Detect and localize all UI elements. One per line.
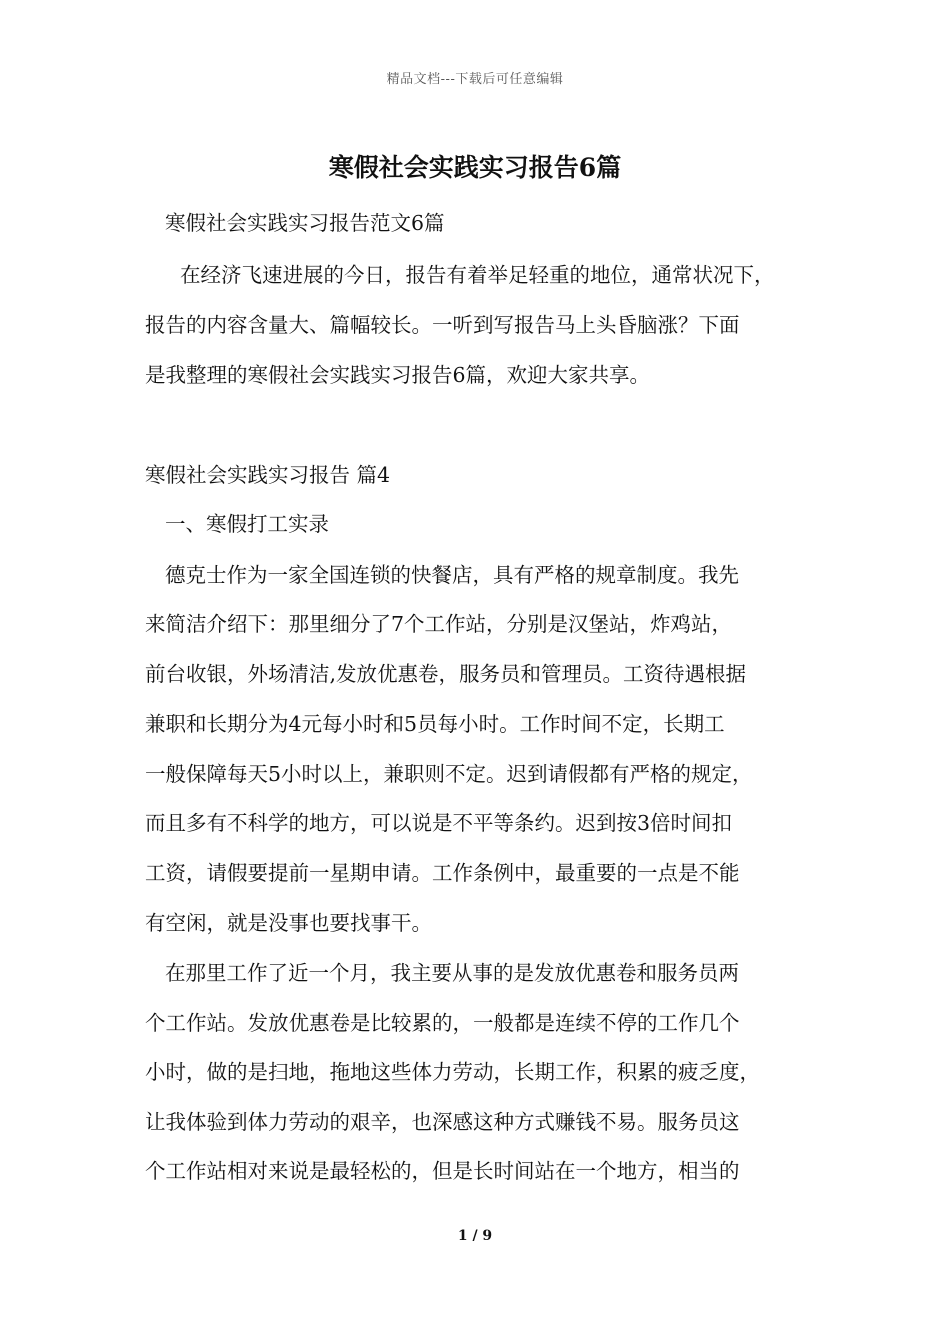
paragraph-line: 有空闲，就是没事也要找事干。 bbox=[145, 911, 432, 935]
document-title: 寒假社会实践实习报告6篇 bbox=[328, 153, 622, 182]
page-number: 1 / 9 bbox=[457, 1228, 493, 1244]
paragraph-line: 德克士作为一家全国连锁的快餐店，具有严格的规章制度。我先 bbox=[165, 563, 739, 587]
subsection-heading: 一、寒假打工实录 bbox=[165, 512, 329, 536]
intro-line: 是我整理的寒假社会实践实习报告6篇，欢迎大家共享。 bbox=[145, 363, 651, 387]
intro-line: 报告的内容含量大、篇幅较长。一听到写报告马上头昏脑涨？下面 bbox=[145, 313, 740, 337]
section-heading: 寒假社会实践实习报告 篇4 bbox=[145, 463, 391, 487]
header-note: 精品文档---下载后可任意编辑 bbox=[386, 72, 564, 87]
paragraph-line: 而且多有不科学的地方，可以说是不平等条约。迟到按3倍时间扣 bbox=[145, 811, 733, 835]
paragraph-line: 工资，请假要提前一星期申请。工作条例中，最重要的一点是不能 bbox=[145, 861, 740, 885]
paragraph-line: 小时，做的是扫地，拖地这些体力劳动，长期工作，积累的疲乏度， bbox=[145, 1060, 760, 1084]
paragraph-line: 来简洁介绍下：那里细分了7个工作站，分别是汉堡站，炸鸡站， bbox=[145, 612, 733, 636]
paragraph-line: 让我体验到体力劳动的艰辛，也深感这种方式赚钱不易。服务员这 bbox=[145, 1110, 740, 1134]
intro-line: 在经济飞速进展的今日，报告有着举足轻重的地位，通常状况下， bbox=[180, 263, 775, 287]
paragraph-line: 在那里工作了近一个月，我主要从事的是发放优惠卷和服务员两 bbox=[165, 961, 739, 985]
document-subtitle: 寒假社会实践实习报告范文6篇 bbox=[165, 211, 445, 235]
paragraph-line: 个工作站相对来说是最轻松的，但是长时间站在一个地方，相当的 bbox=[145, 1159, 740, 1183]
paragraph-line: 前台收银，外场清洁,发放优惠卷，服务员和管理员。工资待遇根据 bbox=[145, 662, 747, 686]
paragraph-line: 一般保障每天5小时以上，兼职则不定。迟到请假都有严格的规定， bbox=[145, 762, 753, 786]
paragraph-line: 兼职和长期分为4元每小时和5员每小时。工作时间不定，长期工 bbox=[145, 712, 725, 736]
paragraph-line: 个工作站。发放优惠卷是比较累的，一般都是连续不停的工作几个 bbox=[145, 1011, 740, 1035]
